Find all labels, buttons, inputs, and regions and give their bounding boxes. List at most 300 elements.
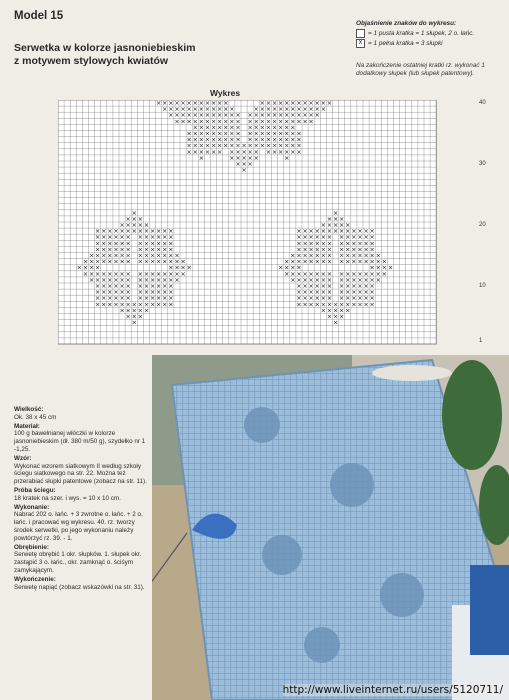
filled-cell-mark: ×	[137, 282, 144, 291]
filled-cell-mark: ×	[101, 251, 107, 260]
filled-cell-mark: ×	[223, 111, 229, 120]
filled-cell-mark: ×	[332, 312, 339, 321]
filled-cell-mark: ×	[149, 288, 156, 297]
filled-cell-mark: ×	[314, 288, 320, 297]
filled-cell-mark: ×	[174, 111, 180, 120]
filled-cell-mark: ×	[186, 111, 192, 120]
filled-cell-mark: ×	[351, 269, 357, 278]
filled-cell-mark: ×	[216, 100, 223, 108]
filled-cell-mark: ×	[296, 245, 302, 254]
doily-photo	[152, 355, 509, 700]
filled-cell-mark: ×	[94, 239, 101, 248]
filled-cell-mark: ×	[326, 288, 333, 297]
filled-cell-mark: ×	[338, 282, 345, 291]
filled-cell-mark: ×	[174, 269, 180, 278]
filled-cell-mark: ×	[369, 233, 375, 242]
filled-cell-mark: ×	[88, 275, 95, 284]
filled-cell-mark: ×	[302, 275, 308, 284]
filled-cell-mark: ×	[271, 147, 278, 156]
filled-cell-mark: ×	[216, 135, 223, 144]
filled-cell-mark: ×	[198, 100, 205, 108]
filled-cell-mark: ×	[168, 288, 174, 297]
legend-empty-label: = 1 pusta kratka = 1 słupek, 2 o. łańc.	[368, 29, 475, 37]
filled-cell-mark: ×	[101, 282, 107, 291]
filled-cell-mark: ×	[137, 257, 144, 266]
filled-cell-mark: ×	[119, 288, 125, 297]
filled-cell-mark: ×	[204, 100, 211, 108]
filled-cell-mark: ×	[198, 123, 205, 132]
filled-cell-mark: ×	[314, 275, 320, 284]
filled-cell-mark: ×	[369, 269, 375, 278]
filled-cell-mark: ×	[198, 105, 205, 114]
filled-cell-mark: ×	[125, 221, 131, 230]
filled-cell-mark: ×	[381, 269, 388, 278]
filled-cell-mark: ×	[351, 233, 357, 242]
filled-cell-mark: ×	[76, 263, 83, 272]
filled-cell-mark: ×	[125, 294, 131, 303]
filled-cell-mark: ×	[338, 294, 345, 303]
filled-cell-mark: ×	[168, 233, 174, 242]
filled-cell-mark: ×	[82, 257, 89, 266]
filled-cell-mark: ×	[351, 282, 357, 291]
filled-cell-mark: ×	[101, 245, 107, 254]
filled-cell-mark: ×	[326, 300, 333, 309]
filled-cell-mark: ×	[229, 105, 235, 114]
filled-cell-mark: ×	[320, 233, 327, 242]
legend-filled-label: = 1 pełna kratka = 3 słupki	[368, 39, 443, 47]
filled-square-icon: x	[356, 39, 365, 48]
filled-cell-mark: ×	[149, 245, 156, 254]
filled-cell-mark: ×	[338, 288, 345, 297]
filled-cell-mark: ×	[284, 123, 290, 132]
filled-cell-mark: ×	[137, 214, 144, 223]
chart-legend	[356, 20, 501, 48]
filled-cell-mark: ×	[314, 105, 320, 114]
filled-cell-mark: ×	[162, 257, 168, 266]
filled-cell-mark: ×	[351, 275, 357, 284]
filled-cell-mark: ×	[162, 288, 168, 297]
filled-cell-mark: ×	[302, 288, 308, 297]
filled-cell-mark: ×	[198, 135, 205, 144]
filled-cell-mark: ×	[369, 282, 375, 291]
filled-cell-mark: ×	[101, 233, 107, 242]
filled-cell-mark: ×	[290, 141, 296, 150]
filled-cell-mark: ×	[125, 257, 131, 266]
filled-cell-mark: ×	[113, 282, 119, 291]
filled-cell-mark: ×	[137, 312, 144, 321]
filled-cell-mark: ×	[259, 129, 266, 138]
filled-cell-mark: ×	[143, 233, 150, 242]
filled-cell-mark: ×	[320, 221, 327, 230]
filled-cell-mark: ×	[235, 129, 241, 138]
filled-cell-mark: ×	[369, 257, 375, 266]
filled-cell-mark: ×	[314, 100, 320, 108]
filled-cell-mark: ×	[320, 251, 327, 260]
filled-cell-mark: ×	[320, 245, 327, 254]
filled-cell-mark: ×	[290, 123, 296, 132]
filled-cell-mark: ×	[296, 100, 302, 108]
filled-cell-mark: ×	[168, 251, 174, 260]
filled-cell-mark: ×	[204, 129, 211, 138]
filled-cell-mark: ×	[223, 141, 229, 150]
filled-cell-mark: ×	[210, 105, 217, 114]
filled-cell-mark: ×	[296, 251, 302, 260]
filled-cell-mark: ×	[125, 275, 131, 284]
filled-cell-mark: ×	[381, 257, 388, 266]
filled-cell-mark: ×	[351, 300, 357, 309]
filled-cell-mark: ×	[119, 227, 125, 236]
filled-cell-mark: ×	[113, 227, 119, 236]
filled-cell-mark: ×	[326, 275, 333, 284]
filled-cell-mark: ×	[198, 129, 205, 138]
filled-cell-mark: ×	[338, 312, 345, 321]
filled-cell-mark: ×	[210, 141, 217, 150]
filled-cell-mark: ×	[198, 147, 205, 156]
filled-cell-mark: ×	[125, 227, 131, 236]
filled-cell-mark: ×	[101, 257, 107, 266]
filled-cell-mark: ×	[277, 123, 284, 132]
filled-cell-mark: ×	[204, 147, 211, 156]
filled-cell-mark: ×	[235, 147, 241, 156]
filled-cell-mark: ×	[149, 300, 156, 309]
filled-cell-mark: ×	[290, 129, 296, 138]
filled-cell-mark: ×	[308, 105, 314, 114]
crochet-chart	[58, 100, 485, 350]
filled-cell-mark: ×	[302, 227, 308, 236]
filled-cell-mark: ×	[314, 245, 320, 254]
filled-cell-mark: ×	[229, 111, 235, 120]
filled-cell-mark: ×	[143, 221, 150, 230]
filled-cell-mark: ×	[162, 251, 168, 260]
filled-cell-mark: ×	[296, 105, 302, 114]
filled-cell-mark: ×	[338, 257, 345, 266]
filled-cell-mark: ×	[302, 245, 308, 254]
filled-cell-mark: ×	[338, 239, 345, 248]
filled-cell-mark: ×	[155, 257, 162, 266]
filled-cell-mark: ×	[113, 300, 119, 309]
filled-cell-mark: ×	[101, 288, 107, 297]
filled-cell-mark: ×	[107, 294, 113, 303]
filled-cell-mark: ×	[387, 263, 394, 272]
filled-cell-mark: ×	[113, 245, 119, 254]
filled-cell-mark: ×	[162, 233, 168, 242]
filled-cell-mark: ×	[277, 141, 284, 150]
filled-cell-mark: ×	[131, 318, 137, 327]
filled-cell-mark: ×	[125, 282, 131, 291]
filled-cell-mark: ×	[271, 117, 278, 126]
filled-cell-mark: ×	[253, 135, 259, 144]
filled-cell-mark: ×	[326, 214, 333, 223]
filled-cell-mark: ×	[284, 117, 290, 126]
filled-cell-mark: ×	[253, 111, 259, 120]
filled-cell-mark: ×	[259, 111, 266, 120]
material-text: 100 g bawełnianej włóczki w kolorze jasnoniebieskim (dł. 380 m/50 g), szydełko nr 1 -1,25.	[14, 430, 146, 453]
filled-cell-mark: ×	[131, 214, 137, 223]
filled-cell-mark: ×	[314, 227, 320, 236]
filled-cell-mark: ×	[332, 318, 339, 327]
filled-cell-mark: ×	[296, 129, 302, 138]
filled-cell-mark: ×	[259, 123, 266, 132]
filled-cell-mark: ×	[168, 263, 174, 272]
filled-cell-mark: ×	[94, 227, 101, 236]
filled-cell-mark: ×	[223, 100, 229, 108]
filled-cell-mark: ×	[363, 245, 369, 254]
filled-cell-mark: ×	[210, 135, 217, 144]
filled-cell-mark: ×	[326, 233, 333, 242]
filled-cell-mark: ×	[308, 257, 314, 266]
filled-cell-mark: ×	[155, 288, 162, 297]
filled-cell-mark: ×	[375, 269, 381, 278]
filled-cell-mark: ×	[369, 300, 375, 309]
filled-cell-mark: ×	[302, 269, 308, 278]
filled-cell-mark: ×	[265, 111, 272, 120]
filled-cell-mark: ×	[235, 117, 241, 126]
filled-cell-mark: ×	[253, 153, 259, 162]
filled-cell-mark: ×	[162, 300, 168, 309]
filled-cell-mark: ×	[296, 141, 302, 150]
filled-cell-mark: ×	[357, 251, 363, 260]
filled-cell-mark: ×	[149, 233, 156, 242]
filled-cell-mark: ×	[345, 288, 351, 297]
filled-cell-mark: ×	[326, 227, 333, 236]
filled-cell-mark: ×	[247, 147, 253, 156]
filled-cell-mark: ×	[271, 111, 278, 120]
filled-cell-mark: ×	[332, 221, 339, 230]
filled-cell-mark: ×	[94, 288, 101, 297]
filled-cell-mark: ×	[277, 147, 284, 156]
filled-cell-mark: ×	[320, 282, 327, 291]
filled-cell-mark: ×	[168, 227, 174, 236]
filled-cell-mark: ×	[363, 251, 369, 260]
filled-cell-mark: ×	[168, 111, 174, 120]
filled-cell-mark: ×	[296, 275, 302, 284]
filled-cell-mark: ×	[101, 227, 107, 236]
filled-cell-mark: ×	[345, 275, 351, 284]
filled-cell-mark: ×	[216, 117, 223, 126]
filled-cell-mark: ×	[265, 100, 272, 108]
filled-cell-mark: ×	[216, 123, 223, 132]
filled-cell-mark: ×	[101, 239, 107, 248]
filled-cell-mark: ×	[210, 123, 217, 132]
filled-cell-mark: ×	[174, 257, 180, 266]
filled-cell-mark: ×	[290, 269, 296, 278]
filled-cell-mark: ×	[259, 100, 266, 108]
filled-cell-mark: ×	[357, 294, 363, 303]
filled-cell-mark: ×	[381, 263, 388, 272]
filled-cell-mark: ×	[186, 129, 192, 138]
filled-cell-mark: ×	[174, 251, 180, 260]
filled-cell-mark: ×	[363, 239, 369, 248]
filled-cell-mark: ×	[119, 282, 125, 291]
filled-cell-mark: ×	[338, 214, 345, 223]
filled-cell-mark: ×	[137, 251, 144, 260]
filled-cell-mark: ×	[338, 306, 345, 315]
filled-cell-mark: ×	[345, 239, 351, 248]
filled-cell-mark: ×	[162, 100, 168, 108]
filled-cell-mark: ×	[302, 239, 308, 248]
filled-cell-mark: ×	[162, 294, 168, 303]
filled-cell-mark: ×	[162, 282, 168, 291]
filled-cell-mark: ×	[345, 269, 351, 278]
filled-cell-mark: ×	[320, 227, 327, 236]
filled-cell-mark: ×	[271, 129, 278, 138]
filled-cell-mark: ×	[308, 239, 314, 248]
filled-cell-mark: ×	[94, 282, 101, 291]
filled-cell-mark: ×	[210, 117, 217, 126]
filled-cell-mark: ×	[137, 300, 144, 309]
filled-cell-mark: ×	[302, 251, 308, 260]
filled-cell-mark: ×	[229, 141, 235, 150]
filled-cell-mark: ×	[314, 300, 320, 309]
filled-cell-mark: ×	[119, 251, 125, 260]
filled-cell-mark: ×	[314, 233, 320, 242]
filled-cell-mark: ×	[363, 269, 369, 278]
filled-cell-mark: ×	[320, 100, 327, 108]
filled-cell-mark: ×	[192, 141, 198, 150]
filled-cell-mark: ×	[338, 221, 345, 230]
filled-cell-mark: ×	[168, 105, 174, 114]
filled-cell-mark: ×	[223, 135, 229, 144]
filled-cell-mark: ×	[174, 263, 180, 272]
filled-cell-mark: ×	[332, 227, 339, 236]
filled-cell-mark: ×	[296, 294, 302, 303]
filled-cell-mark: ×	[320, 294, 327, 303]
filled-cell-mark: ×	[137, 233, 144, 242]
filled-cell-mark: ×	[180, 100, 186, 108]
filled-cell-mark: ×	[155, 100, 162, 108]
filled-cell-mark: ×	[247, 129, 253, 138]
filled-cell-mark: ×	[174, 275, 180, 284]
filled-cell-mark: ×	[265, 129, 272, 138]
filled-cell-mark: ×	[155, 275, 162, 284]
filled-cell-mark: ×	[149, 294, 156, 303]
pattern-heading: Wzór:	[14, 454, 32, 462]
filled-cell-mark: ×	[277, 263, 284, 272]
filled-cell-mark: ×	[131, 227, 137, 236]
filled-cell-mark: ×	[107, 233, 113, 242]
filled-cell-mark: ×	[137, 306, 144, 315]
filled-cell-mark: ×	[168, 100, 174, 108]
filled-cell-mark: ×	[277, 100, 284, 108]
filled-cell-mark: ×	[308, 294, 314, 303]
filled-cell-mark: ×	[345, 221, 351, 230]
filled-cell-mark: ×	[101, 269, 107, 278]
filled-cell-mark: ×	[107, 251, 113, 260]
filled-cell-mark: ×	[290, 147, 296, 156]
legend-row-filled	[356, 39, 501, 48]
filled-cell-mark: ×	[308, 275, 314, 284]
filled-cell-mark: ×	[168, 269, 174, 278]
filled-cell-mark: ×	[229, 153, 235, 162]
filled-cell-mark: ×	[296, 147, 302, 156]
filled-cell-mark: ×	[204, 135, 211, 144]
filled-cell-mark: ×	[247, 153, 253, 162]
filled-cell-mark: ×	[155, 233, 162, 242]
filled-cell-mark: ×	[192, 129, 198, 138]
filled-cell-mark: ×	[131, 221, 137, 230]
filled-cell-mark: ×	[326, 100, 333, 108]
filled-cell-mark: ×	[186, 147, 192, 156]
filled-cell-mark: ×	[265, 147, 272, 156]
filled-cell-mark: ×	[94, 263, 101, 272]
filled-cell-mark: ×	[375, 275, 381, 284]
filled-cell-mark: ×	[204, 141, 211, 150]
filled-cell-mark: ×	[253, 141, 259, 150]
filled-cell-mark: ×	[137, 288, 144, 297]
filled-cell-mark: ×	[162, 105, 168, 114]
filled-cell-mark: ×	[326, 306, 333, 315]
filled-cell-mark: ×	[107, 275, 113, 284]
filled-cell-mark: ×	[168, 300, 174, 309]
filled-cell-mark: ×	[345, 282, 351, 291]
filled-cell-mark: ×	[137, 227, 144, 236]
pattern-title	[14, 42, 244, 68]
filled-cell-mark: ×	[119, 233, 125, 242]
filled-cell-mark: ×	[107, 257, 113, 266]
filled-cell-mark: ×	[168, 282, 174, 291]
title-line-2: z motywem stylowych kwiatów	[14, 55, 169, 67]
filled-cell-mark: ×	[302, 282, 308, 291]
filled-cell-mark: ×	[259, 105, 266, 114]
finishing-text: Serwetę napiąć (zobacz wskazówki na str. 31).	[14, 583, 145, 591]
filled-cell-mark: ×	[155, 239, 162, 248]
filled-cell-mark: ×	[143, 294, 150, 303]
chart-grid	[58, 100, 485, 345]
filled-cell-mark: ×	[180, 263, 186, 272]
filled-cell-mark: ×	[241, 141, 247, 150]
pattern-text: Wykonać wzorem siatkowym II według szkoły ściegu siatkowego na str. 22. Można też przerabiać słupki patentowe (zobacz na str. 11).	[14, 462, 147, 486]
filled-cell-mark: ×	[131, 300, 137, 309]
filled-cell-mark: ×	[155, 251, 162, 260]
filled-cell-mark: ×	[332, 214, 339, 223]
filled-cell-mark: ×	[149, 257, 156, 266]
filled-cell-mark: ×	[82, 269, 89, 278]
filled-cell-mark: ×	[229, 147, 235, 156]
filled-cell-mark: ×	[107, 282, 113, 291]
filled-cell-mark: ×	[332, 208, 339, 217]
row-label-40: 40	[479, 100, 486, 106]
filled-cell-mark: ×	[229, 129, 235, 138]
filled-cell-mark: ×	[143, 227, 150, 236]
filled-cell-mark: ×	[345, 245, 351, 254]
filled-cell-mark: ×	[162, 245, 168, 254]
filled-cell-mark: ×	[369, 263, 375, 272]
filled-cell-mark: ×	[284, 111, 290, 120]
filled-cell-mark: ×	[210, 147, 217, 156]
filled-cell-mark: ×	[137, 269, 144, 278]
filled-cell-mark: ×	[357, 257, 363, 266]
filled-cell-mark: ×	[204, 111, 211, 120]
filled-cell-mark: ×	[277, 135, 284, 144]
filled-cell-mark: ×	[94, 300, 101, 309]
filled-cell-mark: ×	[101, 300, 107, 309]
filled-cell-mark: ×	[338, 269, 345, 278]
filled-cell-mark: ×	[125, 288, 131, 297]
filled-cell-mark: ×	[168, 275, 174, 284]
filled-cell-mark: ×	[180, 111, 186, 120]
filled-cell-mark: ×	[253, 147, 259, 156]
filled-cell-mark: ×	[119, 306, 125, 315]
filled-cell-mark: ×	[320, 275, 327, 284]
filled-cell-mark: ×	[375, 251, 381, 260]
filled-cell-mark: ×	[271, 135, 278, 144]
material-heading: Materiał:	[14, 422, 40, 430]
filled-cell-mark: ×	[284, 141, 290, 150]
filled-cell-mark: ×	[88, 251, 95, 260]
filled-cell-mark: ×	[107, 227, 113, 236]
filled-cell-mark: ×	[345, 294, 351, 303]
filled-cell-mark: ×	[326, 269, 333, 278]
